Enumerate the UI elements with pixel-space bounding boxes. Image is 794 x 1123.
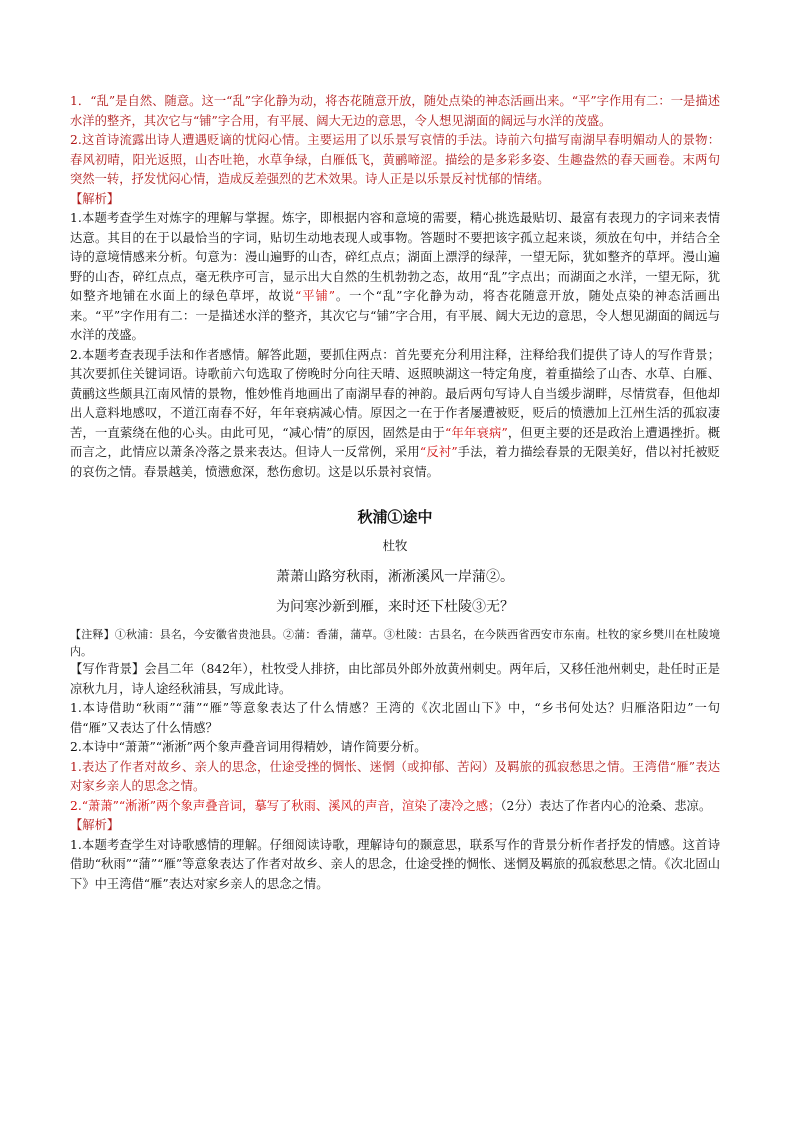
poem-title: 秋浦①途中 xyxy=(357,508,433,526)
analysis-1 xyxy=(70,209,720,346)
analysis-2-highlight-2: “反衬” xyxy=(419,445,458,459)
analysis-2-text-c: 手法，着力描绘春景的无限美好，借以衬托被贬的哀伤之情。春景越美，愤懑愈深，愁伤愈切。这是以乐景衬哀情。 xyxy=(70,445,720,479)
question-2: 2.本诗中“萧萧”“淅淅”两个象声叠音词用得精妙，请作简要分析。 xyxy=(70,740,427,754)
analysis-2-text-a: 2.本题考查表现手法和作者感情。解答此题，要抓住两点：首先要充分利用注释，注释给我们提供了诗人的写作背景；其次要抓住关键词语。诗歌前六句选取了傍晚时分向往天晴、返照映湖这一特定角度，着重描绘了山杏、水草、白雁、黄鹂这些颇具江南风情的景物，惟妙惟肖地画出了南湖早春的神韵。最后两句写诗人自当缓步湖畔，尽情赏春，但他却出人意料地感叹，不道江南春不好，年年衰病减心情。原因之一在于作者屡遭被贬，贬后的愤懑加上江州生活的孤寂凄苦，一直萦绕在他的心头。由此可见，“减心情”的原因，固然是由于 xyxy=(70,347,720,440)
document-page xyxy=(70,92,720,894)
analysis-1-text-b: 。一个“乱”字化静为动，将杏花随意开放，随处点染的神态活画出来。“平”字作用有二：一是描述水洋的整齐，其次它与“铺”字合用，有平展、阔大无边的意思，令人想见湖面的阔远与水洋的茂盛。 xyxy=(70,289,720,342)
analysis-1-highlight: “平铺” xyxy=(295,289,335,303)
answer-2: 2.这首诗流露出诗人遭遇贬谪的忧闷心情。主要运用了以乐景写哀情的手法。诗前六句描写南湖早春明媚动人的景物：春风初晴，阳光返照，山杏吐艳，水草争绿，白雁低飞，黄鹂啼涩。描绘的是多彩多姿、生趣盎然的春天画卷。末两句突然一转，抒发忧闷心情，造成反差强烈的艺术效果。诗人正是以乐景反衬忧郁的情绪。 xyxy=(70,133,720,186)
analysis-2-highlight-1: “年年衰病” xyxy=(445,425,508,440)
question-1: 1.本诗借助“秋雨”“蒲”“雁”等意象表达了什么情感？王湾的《次北固山下》中，“乡书何处达？归雁洛阳边”一句借“雁”又表达了什么情感？ xyxy=(70,701,720,735)
poem-author: 杜牧 xyxy=(382,538,408,553)
poem-answer-1: 1.表达了作者对故乡、亲人的思念，仕途受挫的惆怅、迷惘（或抑郁、苦闷）及羁旅的孤寂愁思之情。王湾借“雁”表达对家乡亲人的思念之情。 xyxy=(70,759,720,793)
analysis-2 xyxy=(70,346,720,483)
writing-background: 【写作背景】会昌二年（842年），杜牧受人排挤，由比部员外郎外放黄州刺史。两年后，又移任池州刺史，赴任时正是凉秋九月，诗人途经秋浦县，写成此诗。 xyxy=(70,662,720,696)
answer-1: 1．“乱”是自然、随意。这一“乱”字化静为动，将杏花随意开放，随处点染的神态活画出来。“平”字作用有二：一是描述水洋的整齐，其次它与“铺”字合用，有平展、阔大无边的意思，令人想见湖面的阔远与水洋的茂盛。 xyxy=(70,94,720,128)
poem-answer-2 xyxy=(70,797,720,817)
poem-analysis-label: 【解析】 xyxy=(70,818,120,832)
poem-analysis-1: 1.本题考查学生对诗歌感情的理解。仔细阅读诗歌，理解诗句的颞意思，联系写作的背景分析作者抒发的情感。这首诗借助“秋雨”“蒲”“雁”等意象表达了作者对故乡、亲人的思念，仕途受挫的惆怅、迷惘及羁旅的孤寂愁思之情。《次北固山下》中王湾借“雁”表达对家乡亲人的思念之情。 xyxy=(70,837,720,891)
poem-line-1: 萧萧山路穷秋雨，淅淅溪风一岸蒲②。 xyxy=(276,569,514,585)
poem-answer-2-rest: （2分）表达了作者内心的沧桑、悲凉。 xyxy=(500,798,712,813)
poem-answer-2-red: 2.“萧萧”“淅淅”两个象声叠音词，摹写了秋雨、溪风的声音，渲染了凄冷之感； xyxy=(70,798,501,813)
analysis-2-text-b: ，但更主要的还是政治上遭遇挫折。概而言之，此情应以萧条冷落之景来表达。但诗人一反常例，采用 xyxy=(70,425,720,459)
analysis-1-text-a: 1.本题考查学生对炼字的理解与掌握。炼字，即根据内容和意境的需要，精心挑选最贴切、最富有表现力的字词来表情达意。其目的在于以最恰当的字词，贴切生动地表现人或事物。答题时不要把该字孤立起来谈，须放在句中，并结合全诗的意境情感来分析。句意为：漫山遍野的山杏，碎红点点；湖面上漂浮的绿萍，一望无际，犹如整齐的草坪。漫山遍野的山杏，碎红点点，毫无秩序可言，显示出大自然的生机勃勃之态，故用“乱”字点出；而湖面之水洋，一望无际，犹如整齐地铺在水面上的绿色草坪，故说 xyxy=(70,211,720,303)
annotation: 【注释】①秋浦：县名，今安徽省贵池县。②蒲：香蒲，蒲草。③杜陵：古县名，在今陕西省西安市东南。杜牧的家乡樊川在杜陵境内。 xyxy=(70,628,720,658)
analysis-label: 【解析】 xyxy=(70,191,120,206)
poem-line-2: 为问寒沙新到雁，来时还下杜陵③无？ xyxy=(276,599,514,615)
